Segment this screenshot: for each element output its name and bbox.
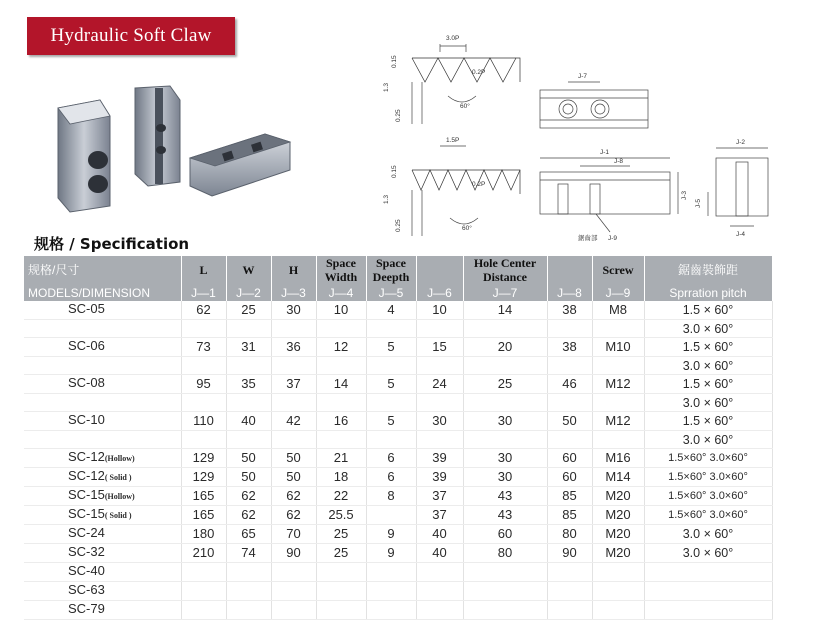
value-cell: 46 (547, 375, 592, 394)
table-row (24, 449, 772, 468)
value-cell (366, 601, 416, 620)
table-row (24, 468, 772, 487)
model-name: SC-15 (68, 487, 105, 502)
value-cell (463, 563, 547, 582)
label-13-top: 1.3 (383, 82, 390, 92)
header-cell: 鋸齒裝飾距 (644, 256, 772, 284)
header-cell: W (226, 256, 271, 284)
pitch-cell: 3.0 × 60° (644, 357, 772, 375)
header-cell: J—5 (366, 284, 416, 301)
value-cell: 35 (226, 375, 271, 394)
label-15p: 1.5P (446, 137, 460, 144)
pitch-cell: 3.0 × 60° (644, 431, 772, 449)
model-cell (24, 357, 181, 375)
header-cell: Screw (592, 256, 644, 284)
value-cell: 62 (226, 506, 271, 525)
value-cell (416, 431, 463, 449)
value-cell: 39 (416, 468, 463, 487)
value-cell (316, 582, 366, 601)
label-j2: J-2 (736, 139, 746, 146)
value-cell: M20 (592, 544, 644, 563)
value-cell: 36 (271, 338, 316, 357)
value-cell: 85 (547, 506, 592, 525)
value-cell (366, 394, 416, 412)
label-025-bottom: 0.25 (395, 219, 402, 232)
value-cell (592, 563, 644, 582)
value-cell: 165 (181, 487, 226, 506)
label-015-top: 0.15 (391, 55, 398, 68)
value-cell (316, 320, 366, 338)
pitch-cell: 1.5×60° 3.0×60° (644, 449, 772, 468)
pitch-cell: 3.0 × 60° (644, 320, 772, 338)
value-cell: M16 (592, 449, 644, 468)
model-cell (24, 431, 181, 449)
value-cell (416, 320, 463, 338)
value-cell: 43 (463, 506, 547, 525)
value-cell: 50 (226, 449, 271, 468)
model-variant-tag: ( Solid ) (104, 473, 132, 482)
value-cell: 25.5 (316, 506, 366, 525)
value-cell: 25 (316, 544, 366, 563)
header-row-top (24, 256, 772, 284)
value-cell: 9 (366, 525, 416, 544)
value-cell (366, 563, 416, 582)
value-cell: 40 (416, 544, 463, 563)
value-cell (271, 601, 316, 620)
value-cell: 62 (226, 487, 271, 506)
value-cell: 20 (463, 338, 547, 357)
header-cell: J—2 (226, 284, 271, 301)
value-cell: M12 (592, 375, 644, 394)
value-cell: 12 (316, 338, 366, 357)
value-cell: M20 (592, 506, 644, 525)
value-cell (416, 357, 463, 375)
model-cell (24, 563, 181, 582)
value-cell: 31 (226, 338, 271, 357)
value-cell (463, 601, 547, 620)
header-cell (416, 256, 463, 284)
value-cell (271, 582, 316, 601)
label-015-bottom: 0.15 (391, 165, 398, 178)
label-j1: J-1 (600, 149, 610, 156)
value-cell: 38 (547, 338, 592, 357)
header-cell: Hole Center Distance (463, 256, 547, 284)
pitch-cell: 3.0 × 60° (644, 394, 772, 412)
value-cell: 18 (316, 468, 366, 487)
value-cell: 50 (226, 468, 271, 487)
value-cell (226, 563, 271, 582)
product-photo (40, 78, 300, 218)
value-cell: 62 (271, 506, 316, 525)
table-row (24, 375, 772, 394)
value-cell: 10 (416, 301, 463, 320)
value-cell: M8 (592, 301, 644, 320)
value-cell (366, 431, 416, 449)
value-cell: M12 (592, 412, 644, 431)
value-cell: 25 (463, 375, 547, 394)
value-cell (316, 394, 366, 412)
label-serration-part: 鋸齒部 (578, 235, 598, 242)
value-cell: 21 (316, 449, 366, 468)
value-cell: 73 (181, 338, 226, 357)
title-text: Hydraulic Soft Claw (50, 25, 212, 46)
model-name: SC-06 (68, 338, 105, 353)
value-cell (592, 394, 644, 412)
value-cell (316, 431, 366, 449)
value-cell (181, 582, 226, 601)
table-row (24, 431, 772, 449)
table-body (24, 301, 772, 620)
value-cell: 85 (547, 487, 592, 506)
model-variant-tag: (Hollow) (104, 492, 135, 501)
header-cell: Sprration pitch (644, 284, 772, 301)
pitch-cell: 1.5 × 60° (644, 301, 772, 320)
label-02p-top: 0.2P (472, 69, 486, 76)
value-cell: 180 (181, 525, 226, 544)
value-cell: 62 (271, 487, 316, 506)
value-cell (416, 394, 463, 412)
model-name: SC-12 (68, 468, 105, 483)
header-cell: Space Width (316, 256, 366, 284)
value-cell: 37 (271, 375, 316, 394)
model-cell (24, 525, 181, 544)
pitch-cell (644, 601, 772, 620)
value-cell (547, 357, 592, 375)
table-row (24, 506, 772, 525)
table-row (24, 487, 772, 506)
value-cell (463, 357, 547, 375)
value-cell: 38 (547, 301, 592, 320)
technical-drawings (370, 22, 790, 252)
value-cell (366, 357, 416, 375)
value-cell (547, 582, 592, 601)
value-cell (592, 431, 644, 449)
header-cell: L (181, 256, 226, 284)
value-cell: 14 (463, 301, 547, 320)
label-025-top: 0.25 (395, 109, 402, 122)
value-cell: 8 (366, 487, 416, 506)
value-cell (547, 394, 592, 412)
model-name: SC-12 (68, 449, 105, 464)
label-13-bottom: 1.3 (383, 194, 390, 204)
value-cell: 60 (547, 468, 592, 487)
value-cell (271, 431, 316, 449)
value-cell: 74 (226, 544, 271, 563)
model-cell (24, 375, 181, 394)
model-cell (24, 301, 181, 320)
pitch-cell: 1.5 × 60° (644, 338, 772, 357)
header-cell (547, 256, 592, 284)
header-cell: J—8 (547, 284, 592, 301)
value-cell (366, 506, 416, 525)
value-cell: 24 (416, 375, 463, 394)
value-cell (316, 563, 366, 582)
value-cell: 14 (316, 375, 366, 394)
label-60deg-bottom: 60° (462, 225, 472, 232)
value-cell: 6 (366, 468, 416, 487)
header-cell: H (271, 256, 316, 284)
pitch-cell (644, 563, 772, 582)
value-cell: 90 (271, 544, 316, 563)
value-cell (416, 582, 463, 601)
value-cell: 80 (463, 544, 547, 563)
value-cell: 62 (181, 301, 226, 320)
value-cell (547, 320, 592, 338)
header-cell: J—9 (592, 284, 644, 301)
specification-heading: 规格 / Specification (34, 235, 190, 253)
value-cell: 40 (226, 412, 271, 431)
value-cell: 70 (271, 525, 316, 544)
value-cell: 60 (547, 449, 592, 468)
pitch-cell: 3.0 × 60° (644, 544, 772, 563)
model-name: SC-40 (68, 563, 105, 578)
value-cell (463, 582, 547, 601)
value-cell (226, 582, 271, 601)
model-cell (24, 449, 181, 468)
value-cell: 25 (316, 525, 366, 544)
pitch-cell: 1.5×60° 3.0×60° (644, 487, 772, 506)
value-cell: 16 (316, 412, 366, 431)
model-name: SC-63 (68, 582, 105, 597)
value-cell: 30 (463, 412, 547, 431)
header-cell: J—7 (463, 284, 547, 301)
table-row (24, 320, 772, 338)
table-row (24, 544, 772, 563)
value-cell (547, 563, 592, 582)
header-cell: Space Deepth (366, 256, 416, 284)
specification-table (24, 256, 773, 620)
value-cell: 210 (181, 544, 226, 563)
value-cell: 60 (463, 525, 547, 544)
model-cell (24, 468, 181, 487)
model-cell (24, 320, 181, 338)
pitch-cell: 1.5×60° 3.0×60° (644, 506, 772, 525)
model-name: SC-24 (68, 525, 105, 540)
model-variant-tag: (Hollow) (104, 454, 135, 463)
table-row (24, 563, 772, 582)
model-name: SC-15 (68, 506, 105, 521)
value-cell (547, 431, 592, 449)
pitch-cell: 1.5 × 60° (644, 375, 772, 394)
value-cell (181, 431, 226, 449)
pitch-cell: 1.5×60° 3.0×60° (644, 468, 772, 487)
model-variant-tag: ( Solid ) (104, 511, 132, 520)
pitch-cell (644, 582, 772, 601)
model-cell (24, 506, 181, 525)
value-cell: M20 (592, 525, 644, 544)
header-cell: J—6 (416, 284, 463, 301)
header-row-bottom (24, 284, 772, 301)
value-cell: 39 (416, 449, 463, 468)
header-cell: J—4 (316, 284, 366, 301)
value-cell: 15 (416, 338, 463, 357)
value-cell: 50 (271, 449, 316, 468)
model-cell (24, 601, 181, 620)
value-cell: 30 (271, 301, 316, 320)
value-cell: 5 (366, 412, 416, 431)
value-cell: 50 (547, 412, 592, 431)
model-name: SC-05 (68, 301, 105, 316)
label-j4: J-4 (736, 231, 746, 238)
value-cell (316, 601, 366, 620)
value-cell: 10 (316, 301, 366, 320)
value-cell: 5 (366, 375, 416, 394)
table-row (24, 412, 772, 431)
value-cell: 165 (181, 506, 226, 525)
value-cell (592, 582, 644, 601)
model-name: SC-79 (68, 601, 105, 616)
value-cell (592, 601, 644, 620)
value-cell: 65 (226, 525, 271, 544)
label-j5: J-5 (695, 198, 702, 208)
value-cell (592, 320, 644, 338)
header-cell: J—3 (271, 284, 316, 301)
pitch-cell: 1.5 × 60° (644, 412, 772, 431)
value-cell (463, 431, 547, 449)
model-name: SC-10 (68, 412, 105, 427)
value-cell (416, 601, 463, 620)
model-cell (24, 412, 181, 431)
value-cell: 4 (366, 301, 416, 320)
label-j3: J-3 (681, 190, 688, 200)
value-cell (366, 320, 416, 338)
value-cell: 30 (416, 412, 463, 431)
value-cell (316, 357, 366, 375)
value-cell (181, 320, 226, 338)
label-60deg-top: 60° (460, 103, 470, 110)
model-cell (24, 544, 181, 563)
table-row (24, 301, 772, 320)
value-cell: 43 (463, 487, 547, 506)
table-row (24, 357, 772, 375)
value-cell (226, 320, 271, 338)
label-02p-bottom: 0.2P (472, 181, 486, 188)
value-cell: 90 (547, 544, 592, 563)
value-cell: 22 (316, 487, 366, 506)
table-row (24, 582, 772, 601)
model-cell (24, 394, 181, 412)
value-cell (226, 357, 271, 375)
value-cell: 9 (366, 544, 416, 563)
value-cell (547, 601, 592, 620)
title-banner (27, 17, 235, 55)
value-cell (226, 394, 271, 412)
model-cell (24, 582, 181, 601)
value-cell (181, 601, 226, 620)
model-name: SC-08 (68, 375, 105, 390)
value-cell: 37 (416, 506, 463, 525)
value-cell (271, 320, 316, 338)
label-j8: J-8 (614, 158, 624, 165)
value-cell: 25 (226, 301, 271, 320)
pitch-cell: 3.0 × 60° (644, 525, 772, 544)
value-cell (271, 394, 316, 412)
value-cell (181, 357, 226, 375)
value-cell: 6 (366, 449, 416, 468)
header-cell: J—1 (181, 284, 226, 301)
value-cell: M14 (592, 468, 644, 487)
value-cell: 5 (366, 338, 416, 357)
value-cell: 30 (463, 468, 547, 487)
header-cell: 规格/尺寸 (24, 256, 181, 284)
value-cell: 37 (416, 487, 463, 506)
value-cell: 40 (416, 525, 463, 544)
value-cell (366, 582, 416, 601)
value-cell: 129 (181, 449, 226, 468)
value-cell (463, 394, 547, 412)
value-cell: 50 (271, 468, 316, 487)
table-row (24, 525, 772, 544)
label-j7: J-7 (578, 73, 588, 80)
value-cell: 95 (181, 375, 226, 394)
value-cell: 42 (271, 412, 316, 431)
value-cell: 110 (181, 412, 226, 431)
value-cell: M20 (592, 487, 644, 506)
value-cell: M10 (592, 338, 644, 357)
model-name: SC-32 (68, 544, 105, 559)
value-cell (463, 320, 547, 338)
table-row (24, 394, 772, 412)
value-cell (592, 357, 644, 375)
value-cell (226, 431, 271, 449)
model-cell (24, 487, 181, 506)
value-cell (271, 357, 316, 375)
value-cell (181, 394, 226, 412)
label-j9: J-9 (608, 235, 618, 242)
value-cell (416, 563, 463, 582)
table-row (24, 338, 772, 357)
model-cell (24, 338, 181, 357)
value-cell: 129 (181, 468, 226, 487)
value-cell (271, 563, 316, 582)
value-cell: 80 (547, 525, 592, 544)
header-cell: MODELS/DIMENSION (24, 284, 181, 301)
value-cell: 30 (463, 449, 547, 468)
value-cell (226, 601, 271, 620)
label-3p: 3.0P (446, 35, 460, 42)
table-row (24, 601, 772, 620)
value-cell (181, 563, 226, 582)
